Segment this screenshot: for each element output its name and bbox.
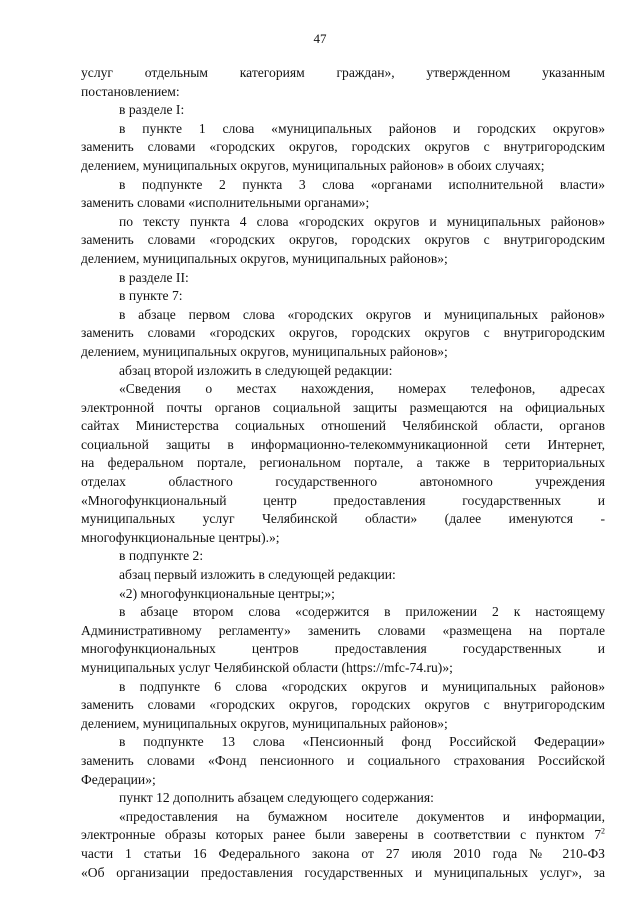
text-line-content: делением, муниципальных округов, муниципальных районов»; [81, 250, 448, 266]
text-line [81, 585, 605, 604]
text-line [81, 101, 605, 120]
text-line-content: «предоставления на бумажном носителе документов и информации, [119, 808, 605, 824]
text-line-content: по тексту пункта 4 слова «городских округов и муниципальных районов» [119, 213, 605, 229]
text-line [81, 622, 605, 641]
text-line-content: заменить словами «городских округов, городских округов с внутригородским [81, 232, 605, 248]
text-line-content: услуг отдельным категориям граждан», утвержденном указанным [81, 65, 605, 80]
document-body [81, 64, 605, 882]
text-line [81, 492, 605, 511]
text-line [81, 733, 605, 752]
text-line [81, 771, 605, 790]
text-line-content: в пункте 7: [119, 288, 183, 304]
text-line [81, 529, 605, 548]
text-line [81, 213, 605, 232]
text-line [81, 250, 605, 269]
text-line-content: отделах областного государственного автономного учреждения [81, 474, 605, 490]
text-line [81, 789, 605, 808]
text-line-content: в подпункте 6 слова «городских округов и муниципальных районов» [119, 678, 605, 694]
text-line [81, 287, 605, 306]
text-line-content: «2) многофункциональные центры;»; [119, 585, 335, 601]
text-line [81, 324, 605, 343]
text-line-content: «Многофункциональный центр предоставления государственных и [81, 492, 605, 508]
text-line [81, 380, 605, 399]
text-line [81, 715, 605, 734]
text-line-content: в разделе I: [119, 102, 185, 118]
text-line-content: заменить словами «исполнительными органами»; [81, 195, 370, 211]
text-line [81, 826, 605, 845]
text-line-content: в подпункте 13 слова «Пенсионный фонд Российской Федерации» [119, 734, 605, 750]
text-line-content: в абзаце втором слова «содержится в приложении 2 к настоящему [119, 604, 605, 620]
text-line-content: заменить словами «городских округов, городских округов с внутригородским [81, 139, 605, 155]
text-line [81, 659, 605, 678]
text-line-content: в пункте 1 слова «муниципальных районов и городских округов» [119, 120, 605, 136]
text-line [81, 269, 605, 288]
text-line [81, 454, 605, 473]
text-line-content: многофункциональных центров предоставления государственных и [81, 641, 605, 657]
text-line [81, 157, 605, 176]
text-line [81, 362, 605, 381]
text-line-content: заменить словами «Фонд пенсионного и социального страхования Российской [81, 752, 605, 768]
text-line [81, 343, 605, 362]
text-line [81, 83, 605, 102]
text-line-content: абзац второй изложить в следующей редакции: [119, 362, 393, 378]
text-line-content: сайтах Министерства социальных отношений Челябинской области, органов [81, 418, 605, 434]
text-line-content: делением, муниципальных округов, муниципальных районов»; [81, 715, 448, 731]
text-line [81, 138, 605, 157]
text-line-content: в подпункте 2: [119, 548, 204, 564]
text-line-content: «Сведения о местах нахождения, номерах телефонов, адресах [119, 381, 605, 397]
text-line-content: постановлением: [81, 83, 180, 99]
superscript: 2 [601, 826, 605, 836]
text-line-content: заменить словами «городских округов, городских округов с внутригородским [81, 697, 605, 713]
text-line [81, 473, 605, 492]
text-line-content: в абзаце первом слова «городских округов и муниципальных районов» [119, 306, 605, 322]
text-line [81, 231, 605, 250]
text-line [81, 696, 605, 715]
text-line [81, 864, 605, 883]
text-line-content: части 1 статьи 16 Федерального закона от 27 июля 2010 года № 210-ФЗ [81, 845, 605, 861]
text-line-content: в подпункте 2 пункта 3 слова «органами исполнительной власти» [119, 176, 605, 192]
text-line [81, 752, 605, 771]
text-line-content: абзац первый изложить в следующей редакции: [119, 567, 396, 583]
text-line-content: делением, муниципальных округов, муниципальных районов»; [81, 343, 448, 359]
text-line-content: делением, муниципальных округов, муниципальных районов» в обоих случаях; [81, 157, 545, 173]
text-line-content: муниципальных услуг Челябинской области» (далее именуются - [81, 511, 605, 527]
text-line [81, 399, 605, 418]
text-line-content: многофункциональные центры).»; [81, 529, 280, 545]
text-line-content: электронной почты органов социальной защиты размещаются на официальных [81, 399, 605, 415]
text-line-content: «Об организации предоставления государственных и муниципальных услуг», за [81, 864, 605, 880]
text-line [81, 566, 605, 585]
text-line-content: электронные образы которых ранее были заверены в соответствии с пунктом 7 [81, 827, 601, 843]
text-line [81, 176, 605, 195]
text-line-content: Федерации»; [81, 771, 156, 787]
text-line-content: муниципальных услуг Челябинской области (https://mfc-74.ru)»; [81, 660, 453, 675]
text-line [81, 510, 605, 529]
text-line [81, 417, 605, 436]
text-line [81, 808, 605, 827]
text-line-content: заменить словами «городских округов, городских округов с внутригородским [81, 325, 605, 341]
text-line [81, 194, 605, 213]
text-line-content: пункт 12 дополнить абзацем следующего содержания: [119, 790, 434, 806]
text-line-content: Административному регламенту» заменить словами «размещена на портале [81, 622, 605, 638]
text-line [81, 547, 605, 566]
text-line [81, 640, 605, 659]
text-line-content: на федеральном портале, региональном портале, а также в территориальных [81, 455, 605, 471]
text-line [81, 845, 605, 864]
text-line [81, 678, 605, 697]
text-line-content: в разделе II: [119, 269, 189, 285]
text-line [81, 306, 605, 325]
text-line [81, 64, 605, 83]
page-number: 47 [313, 31, 327, 46]
text-line-content: социальной защиты в информационно-телекоммуникационной сети Интернет, [81, 436, 605, 452]
text-line [81, 603, 605, 622]
text-line [81, 120, 605, 139]
text-line [81, 436, 605, 455]
